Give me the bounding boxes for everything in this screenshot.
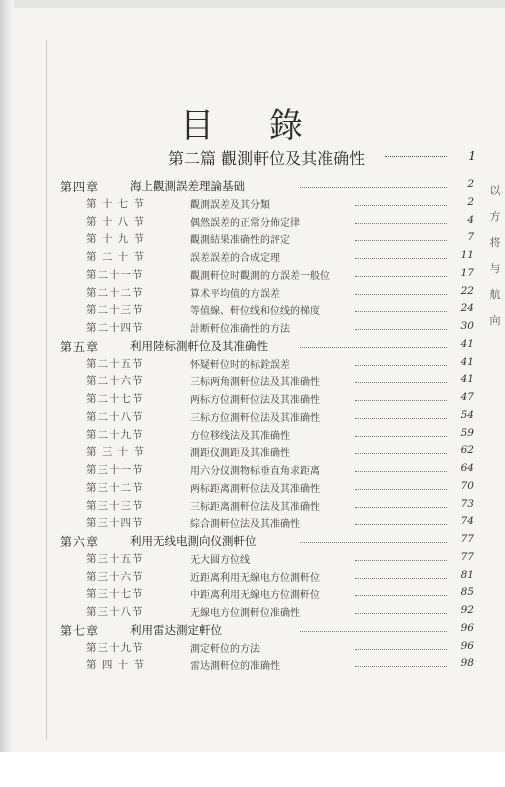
toc-leader-dots [355, 365, 447, 366]
bleed-char: 将 [489, 236, 501, 249]
toc-page-number: 41 [460, 337, 474, 350]
toc-page-number: 4 [467, 213, 474, 226]
toc-section-row [0, 320, 505, 338]
toc-leader-dots [355, 329, 447, 330]
toc-section-row [0, 462, 505, 480]
bleed-char: 航 [489, 288, 501, 301]
bleed-char: 方 [489, 210, 501, 223]
bleed-char: 与 [489, 262, 501, 275]
toc-entry-number: 第四章 [60, 180, 100, 194]
toc-section-row [0, 604, 505, 622]
toc-leader-dots [355, 205, 447, 206]
toc-entry-number: 第二十六节 [86, 375, 144, 388]
toc-leader-dots [300, 187, 447, 188]
toc-leader-dots [300, 542, 447, 543]
toc-leader-dots [355, 560, 447, 561]
toc-entry-number: 第六章 [60, 535, 100, 549]
toc-entry-number: 第三十四节 [86, 517, 144, 530]
toc-leader-dots [355, 649, 447, 650]
toc-entry-number: 第七章 [60, 623, 100, 638]
toc-entry-number: 第二十二节 [86, 286, 144, 299]
toc-entry-title: 計断軒位准确性的方法 [190, 324, 290, 335]
part-page-number: 1 [468, 149, 476, 163]
toc-entry-title: 三标距离測軒位法及其准确性 [190, 501, 320, 513]
toc-section-row [0, 302, 505, 320]
toc-entry-title: 利用无线电測向仪測軒位 [130, 534, 257, 548]
toc-chapter-row [0, 178, 505, 196]
toc-entry-title: 海上觀測誤差理論基础 [130, 179, 245, 193]
toc-entry-title: 两标方位測軒位法及其准确性 [190, 395, 320, 406]
toc-page-number: 81 [460, 568, 474, 581]
toc-leader-dots [355, 400, 447, 401]
toc-section-row [0, 285, 505, 303]
toc-entry-number: 第 十 九 节 [86, 233, 146, 246]
toc-leader-dots [355, 382, 447, 383]
toc-page-number: 62 [460, 444, 474, 457]
toc-entry-title: 觀測結果准确性的評定 [190, 235, 290, 247]
toc-page-number: 85 [460, 586, 474, 599]
toc-entry-number: 第三十八节 [86, 606, 144, 618]
toc-page-number: 77 [460, 550, 474, 563]
toc-chapter-row [0, 533, 505, 551]
toc-entry-title: 怀疑軒位时的标銓誤差 [190, 359, 290, 371]
page-title: 目 錄 [180, 106, 325, 146]
toc-leader-dots [355, 258, 447, 259]
toc-leader-dots [355, 311, 447, 312]
toc-section-row [0, 498, 505, 516]
toc-section-row [0, 214, 505, 232]
toc-page-number: 59 [460, 426, 474, 439]
toc-page-number: 77 [460, 533, 474, 545]
toc-entry-number: 第二十一节 [86, 268, 144, 281]
toc-page-number: 41 [460, 355, 474, 368]
toc-entry-title: 觀測軒位时觀測的方誤差一般位 [190, 270, 330, 282]
toc-section-row [0, 373, 505, 391]
toc-page-number: 70 [460, 479, 474, 492]
toc-page-number: 24 [460, 302, 474, 315]
toc-leader-dots [355, 418, 447, 419]
toc-leader-dots [355, 276, 447, 277]
toc-section-row [0, 391, 505, 409]
bleed-char: 以 [489, 184, 501, 197]
toc-entry-title: 算术平均值的方誤差 [190, 288, 280, 300]
toc-page-number: 2 [467, 195, 474, 208]
toc-entry-title: 測距仪測距及其准确性 [190, 448, 290, 460]
toc-section-row [0, 569, 505, 587]
toc-entry-number: 第三十三节 [86, 499, 144, 512]
toc-section-row [0, 551, 505, 569]
toc-entry-number: 第二十四节 [86, 322, 144, 334]
toc-entry-title: 近距离利用无線电方位測軒位 [190, 572, 320, 584]
toc-page-number: 22 [460, 284, 474, 297]
toc-section-row [0, 444, 505, 462]
toc-entry-number: 第 三 十 节 [86, 446, 146, 459]
toc-section-row [0, 196, 505, 214]
toc-entry-title: 方位移线法及其准确性 [190, 430, 290, 442]
bleed-char: 向 [489, 314, 501, 327]
toc-leader-dots [300, 347, 447, 348]
toc-entry-title: 偶然誤差的正常分佈定律 [190, 217, 300, 229]
part-title: 觀測軒位及其准确性 [221, 149, 366, 168]
toc-section-row [0, 515, 505, 533]
toc-page-number: 17 [460, 266, 474, 279]
toc-leader-dots [355, 471, 447, 472]
toc-leader-dots [355, 595, 447, 596]
toc-entry-title: 中距离利用无線电方位測軒位 [190, 590, 320, 602]
bleed-through-text [488, 178, 502, 334]
toc-page-number: 98 [460, 657, 474, 670]
toc-page-number: 96 [460, 639, 474, 652]
toc-page-number: 96 [460, 621, 474, 634]
toc-leader-dots [355, 507, 447, 508]
toc-entry-number: 第三十六节 [86, 570, 144, 583]
toc-entry-number: 第二十三节 [86, 304, 144, 317]
toc-leader-dots [355, 453, 447, 454]
toc-leader-dots [355, 436, 447, 437]
toc-entry-number: 第 十 八 节 [86, 215, 146, 228]
toc-entry-number: 第三十二节 [86, 481, 144, 494]
toc-entry-title: 等值線、軒位线和位线的梯度 [190, 306, 320, 318]
toc-entry-title: 无線电方位測軒位准确性 [190, 608, 300, 619]
toc-entry-title: 利用陸标測軒位及其准确性 [130, 338, 268, 353]
toc-page-number: 2 [467, 178, 474, 190]
toc-leader-dots [355, 223, 447, 224]
toc-entry-number: 第三十一节 [86, 464, 144, 476]
toc-entry-number: 第 二 十 节 [86, 251, 146, 263]
toc-entry-number: 第五章 [60, 339, 100, 354]
toc-entry-title: 两标距离測軒位法及其准确性 [190, 483, 320, 495]
toc-page-number: 30 [460, 320, 474, 332]
toc-entry-title: 雷达測軒位的准确性 [190, 661, 280, 673]
toc-leader-dots [355, 578, 447, 579]
toc-entry-number: 第二十五节 [86, 357, 144, 370]
part-label: 第二篇 [168, 149, 217, 168]
toc-entry-title: 利用雷达測定軒位 [130, 622, 222, 637]
toc-entry-number: 第三十五节 [86, 552, 144, 565]
toc-page-number: 92 [460, 604, 474, 616]
toc-page-number: 74 [460, 515, 474, 528]
toc-entry-number: 第二十七节 [86, 393, 144, 405]
toc-leader-dots [355, 666, 447, 667]
toc-section-row [0, 267, 505, 285]
toc-page-number: 7 [467, 231, 474, 244]
toc-section-row [0, 480, 505, 498]
toc-section-row [0, 231, 505, 249]
toc-page-number: 47 [460, 391, 474, 403]
toc-chapter-row [0, 622, 505, 640]
toc-entry-title: 綜合測軒位法及其准确性 [190, 519, 300, 531]
toc-entry-number: 第二十九节 [86, 428, 144, 441]
toc-entry-number: 第 十 七 节 [86, 197, 146, 210]
toc-entry-title: 三标方位測軒位法及其准确性 [190, 412, 320, 424]
toc-leader-dots [355, 524, 447, 525]
toc-leader-dots [355, 613, 447, 614]
toc-entry-number: 第二十八节 [86, 410, 144, 423]
toc-section-row [0, 640, 505, 658]
toc-page-number: 41 [460, 373, 474, 386]
toc-section-row [0, 249, 505, 267]
toc-chapter-row [0, 338, 505, 356]
toc-leader-dots [300, 631, 447, 632]
toc-section-row [0, 657, 505, 675]
toc-section-row [0, 427, 505, 445]
toc-entry-title: 誤差誤差的合成定理 [190, 253, 280, 264]
toc-entry-title: 用六分仪測物标垂直角求距离 [190, 466, 320, 477]
toc-leader-dots [355, 489, 447, 490]
toc-leader-dots [355, 294, 447, 295]
toc-page-number: 11 [460, 249, 474, 261]
toc-entry-number: 第 四 十 节 [86, 659, 146, 672]
toc-entry-number: 第三十九节 [86, 641, 144, 654]
toc-page-number: 73 [460, 497, 474, 510]
toc-entry-number: 第三十七节 [86, 588, 144, 601]
toc-entry-title: 觀測誤差及其分類 [190, 199, 270, 211]
toc-section-row [0, 409, 505, 427]
toc-entry-title: 无大圆方位线 [190, 554, 250, 566]
toc-page-number: 54 [460, 408, 474, 421]
toc-leader-dots [355, 240, 447, 241]
toc-entry-title: 三标两角測軒位法及其准确性 [190, 377, 320, 389]
toc-page-number: 64 [460, 462, 474, 474]
toc-entry-title: 測定軒位的方法 [190, 643, 260, 655]
toc-section-row [0, 586, 505, 604]
toc-section-row [0, 356, 505, 374]
